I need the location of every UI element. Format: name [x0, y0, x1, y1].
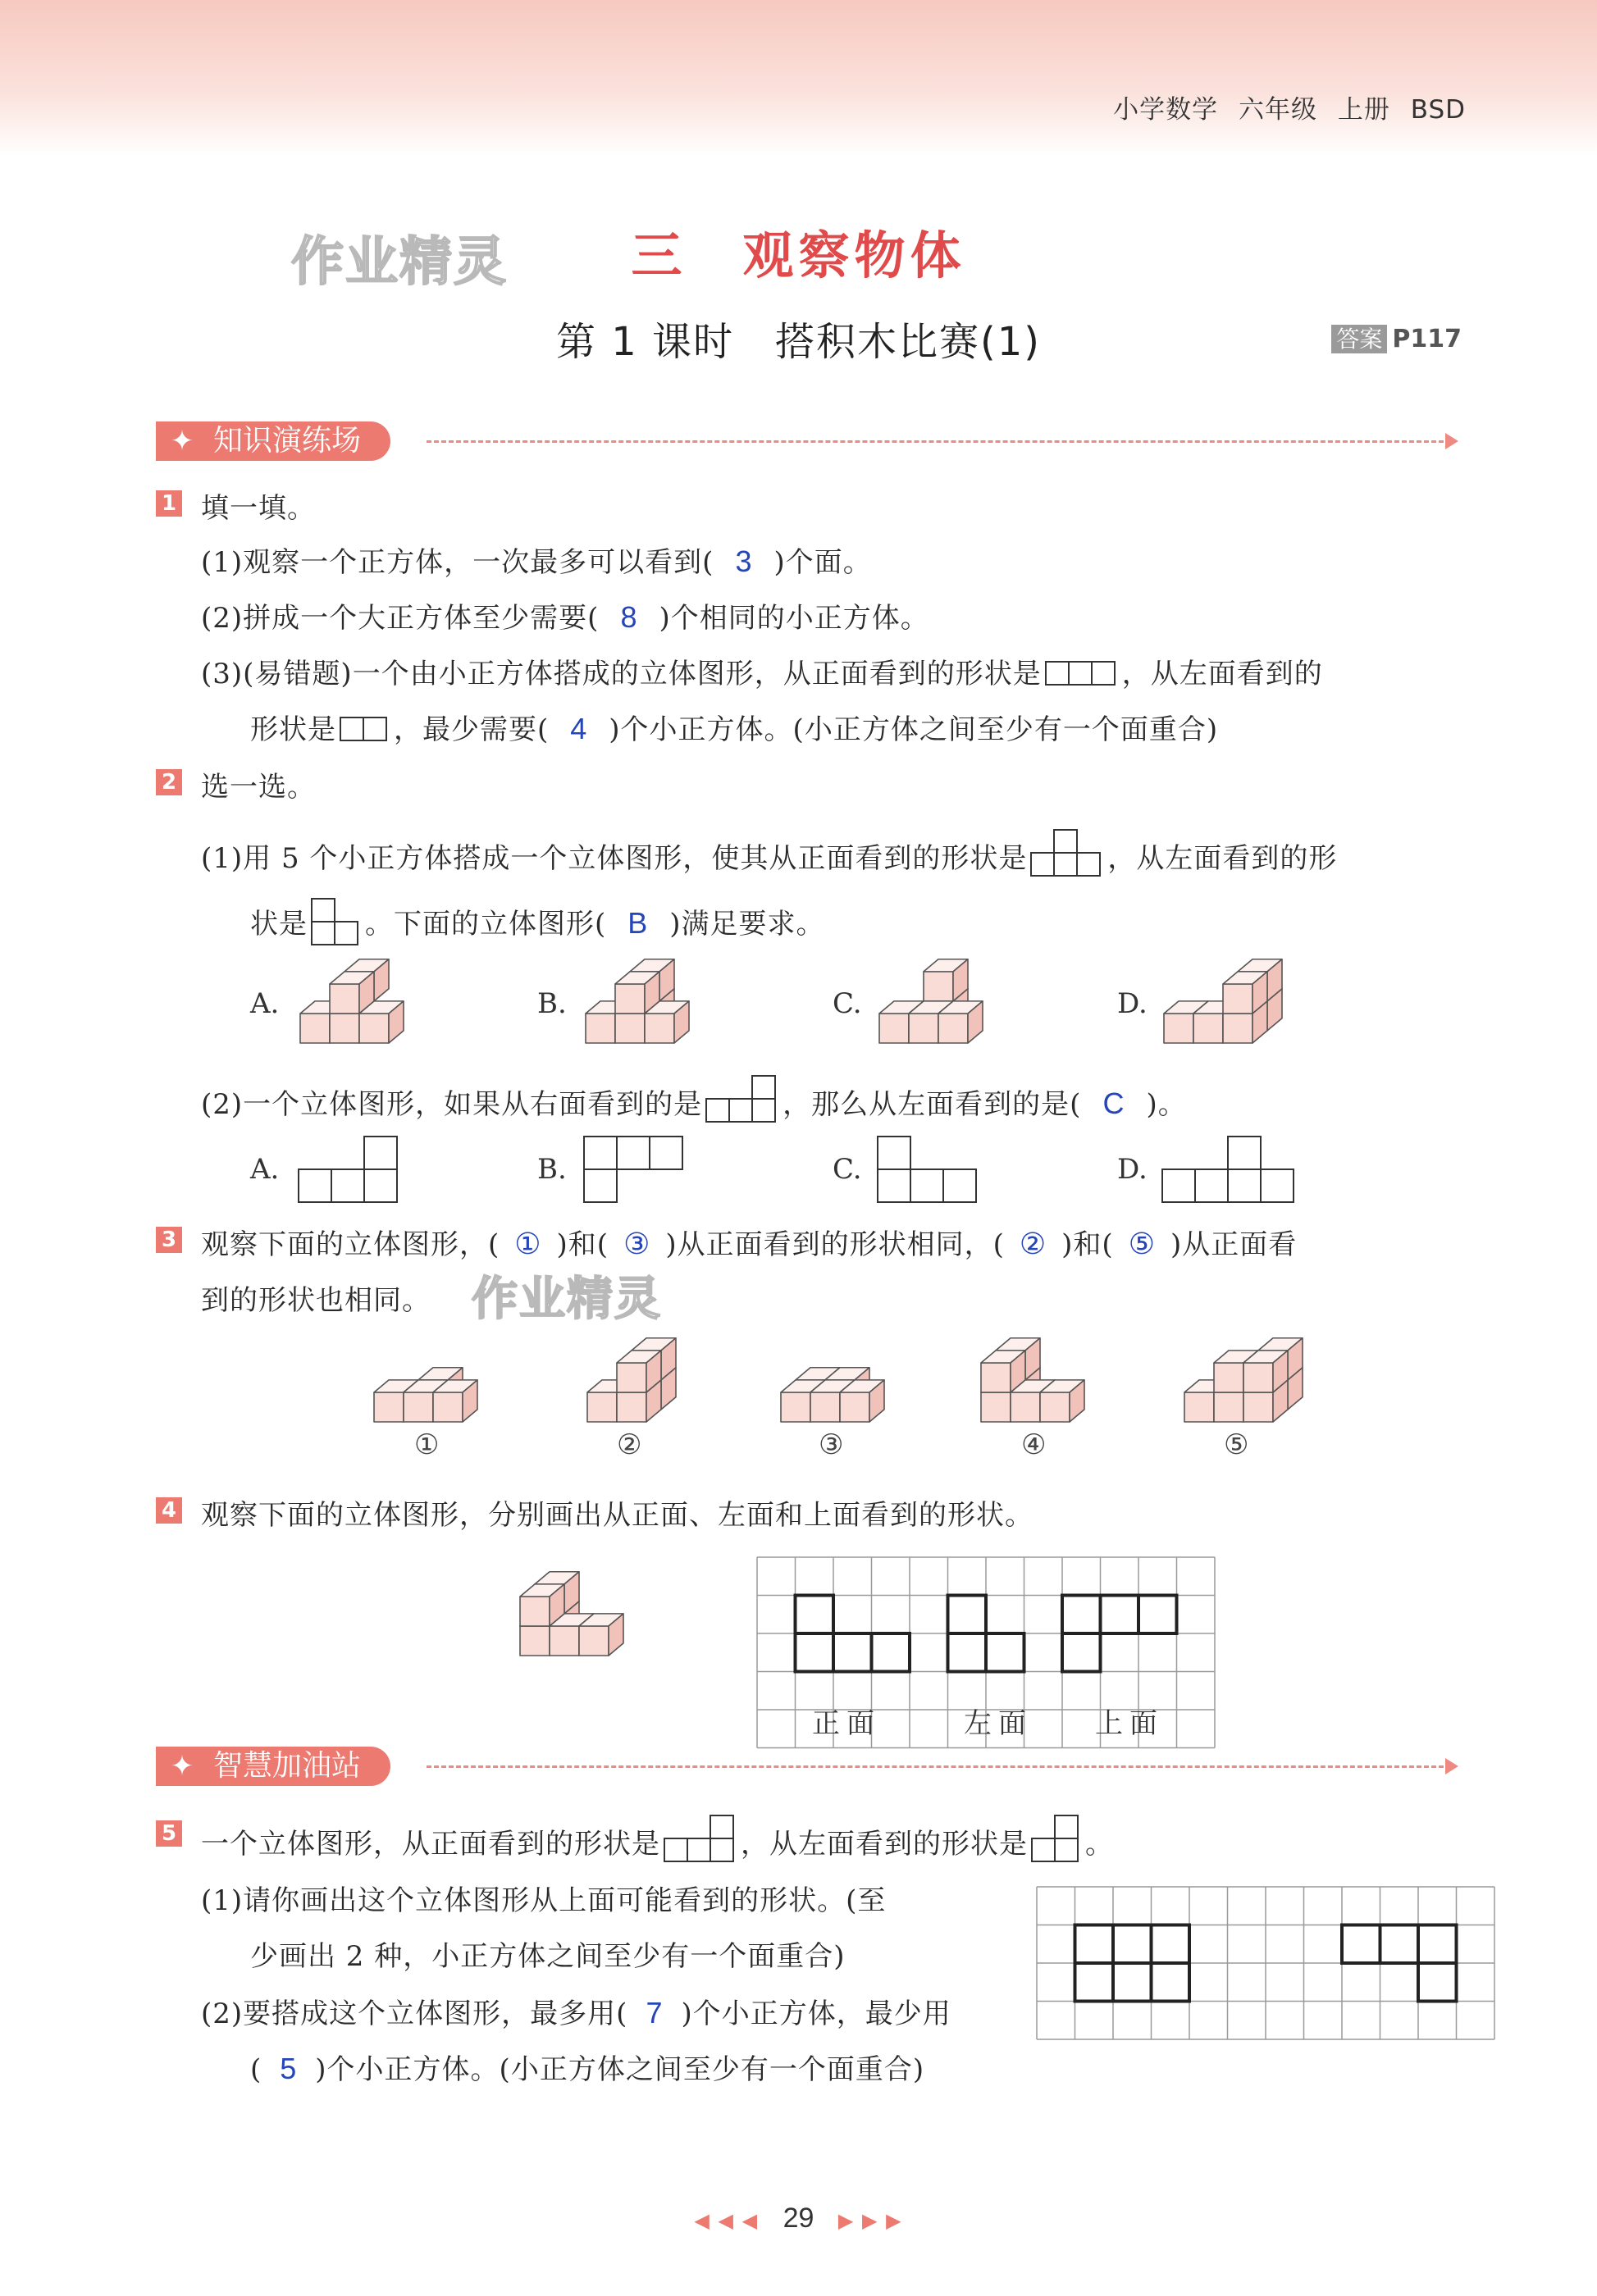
q3-line1: 观察下面的立体图形，( ① )和( ③ )从正面看到的形状相同，( ② )和( ⑤ )从正面看: [201, 1227, 1298, 1261]
watermark: 作业精灵: [472, 1273, 662, 1326]
arrow-right-icon: [1445, 1758, 1458, 1774]
front-view-shape-icon: [664, 1814, 737, 1865]
q2-stem: 选一选。: [201, 771, 316, 804]
star-icon: ✦: [170, 425, 194, 458]
q3-figure-label-3: ③: [819, 1428, 844, 1461]
q5-answer-max: 7: [646, 1996, 664, 2029]
q5-part1-line2: 少画出 2 种，小正方体之间至少有一个面重合): [250, 1940, 846, 1973]
solid-option-a: [297, 958, 412, 1048]
right-view-shape-icon: [705, 1074, 779, 1125]
q1-part2-answer: 8: [620, 600, 638, 634]
q4-grid-label-front: 正面: [812, 1707, 881, 1740]
question-number-3: 3: [156, 1227, 182, 1253]
front-view-shape-icon: [1030, 828, 1104, 879]
next-arrows-icon: ▶ ▶ ▶: [837, 2210, 903, 2232]
unit-title: 三 观察物体: [631, 226, 966, 285]
subject-label: 小学数学: [1113, 95, 1219, 125]
arrow-right-icon: [1445, 433, 1458, 449]
q2-part2: (2)一个立体图形，如果从右面看到的是 ，那么从左面看到的是( C )。: [201, 1074, 1187, 1125]
header-band: [0, 0, 1597, 156]
q3-figure-label-4: ④: [1021, 1428, 1047, 1461]
view-option-d: [1161, 1135, 1295, 1204]
view-option-a: [297, 1135, 399, 1204]
section-divider-2: [427, 1765, 1444, 1768]
page-number: [0, 2203, 1597, 2234]
q3-answer-2: ③: [623, 1227, 651, 1260]
q5-part2-line2: ( 5 )个小正方体。(小正方体之间至少有一个面重合): [250, 2052, 925, 2086]
left-view-shape-icon: [340, 716, 390, 742]
q3-line2: 到的形状也相同。: [201, 1284, 431, 1317]
q2-option2-a-label: A.: [250, 1153, 280, 1186]
q5-stem: 一个立体图形，从正面看到的形状是 ，从左面看到的形状是 。: [201, 1814, 1114, 1865]
q2-option2-d-label: D.: [1117, 1153, 1148, 1186]
q1-part1-answer: 3: [735, 544, 753, 578]
solid-figure-3: [778, 1337, 892, 1427]
left-view-shape-icon: [1031, 1814, 1082, 1865]
q5-part2-line1: (2)要搭成这个立体图形，最多用( 7 )个小正方体，最少用: [201, 1996, 951, 2030]
q2-part1-line1: (1)用 5 个小正方体搭成一个立体图形，使其从正面看到的形状是 ，从左面看到的形: [201, 828, 1337, 879]
left-view-shape-icon: [311, 897, 362, 948]
q1-part1: (1)观察一个正方体，一次最多可以看到( 3 )个面。: [201, 544, 872, 579]
section-badge-2: [156, 1747, 390, 1786]
edition-label: BSD: [1410, 95, 1466, 125]
view-option-c: [876, 1135, 978, 1204]
star-icon: ✦: [170, 1750, 194, 1783]
solid-figure-4: [978, 1323, 1093, 1427]
q5-part1-line1: (1)请你画出这个立体图形从上面可能看到的形状。(至: [201, 1884, 887, 1917]
q2-option-d-label: D.: [1117, 987, 1148, 1020]
q3-answer-1: ①: [514, 1227, 542, 1260]
q1-part3-line2: 形状是 ，最少需要( 4 )个小正方体。(小正方体之间至少有一个面重合): [250, 712, 1219, 746]
q2-part1-line2: 状是 。下面的立体图形( B )满足要求。: [250, 897, 825, 948]
question-number-1: 1: [156, 490, 182, 517]
q3-figure-label-2: ②: [617, 1428, 642, 1461]
q3-answer-4: ⑤: [1128, 1227, 1156, 1260]
answer-tag: 答案: [1331, 325, 1387, 353]
q2-option2-b-label: B.: [537, 1153, 567, 1186]
section-divider-1: [427, 440, 1444, 443]
section-label-2: 智慧加油站: [213, 1749, 362, 1783]
q1-part3-line1: (3)(易错题)一个由小正方体搭成的立体图形，从正面看到的形状是 ，从左面看到的: [201, 658, 1323, 690]
page-number-label: 29: [783, 2203, 814, 2234]
question-number-4: 4: [156, 1497, 182, 1524]
q4-drawing-grid: [756, 1556, 1216, 1694]
q1-part2: (2)拼成一个大正方体至少需要( 8 )个相同的小正方体。: [201, 600, 929, 635]
q3-answer-3: ②: [1019, 1227, 1047, 1260]
solid-option-b: [582, 958, 705, 1048]
q4-grid-label-top: 上面: [1095, 1707, 1164, 1740]
front-view-shape-icon: [1045, 660, 1119, 686]
section-badge-1: [156, 421, 390, 461]
solid-figure-2: [584, 1337, 699, 1427]
question-number-5: 5: [156, 1820, 182, 1847]
question-number-2: 2: [156, 769, 182, 795]
q2-option-c-label: C.: [833, 987, 862, 1020]
q4-stem: 观察下面的立体图形，分别画出从正面、左面和上面看到的形状。: [201, 1499, 1033, 1532]
solid-option-c: [876, 958, 991, 1048]
volume-label: 上册: [1337, 95, 1390, 125]
prev-arrows-icon: ◀ ◀ ◀: [694, 2210, 760, 2232]
subject-line: [1113, 89, 1466, 125]
answer-reference: [1331, 321, 1462, 354]
q4-grid-label-left: 左面: [964, 1707, 1033, 1740]
q4-solid-figure: [517, 1562, 648, 1660]
q2-part1-answer: B: [627, 906, 649, 940]
q2-option2-c-label: C.: [833, 1153, 862, 1186]
grade-label: 六年级: [1239, 95, 1317, 125]
solid-figure-5: [1181, 1323, 1296, 1427]
section-label-1: 知识演练场: [213, 424, 362, 458]
q3-figure-label-5: ⑤: [1224, 1428, 1249, 1461]
solid-option-d: [1161, 958, 1284, 1048]
q5-drawing-grid: [1036, 1886, 1495, 2024]
q2-option-a-label: A.: [250, 987, 280, 1020]
watermark: 作业精灵: [291, 232, 508, 293]
solid-figure-1: [371, 1337, 502, 1427]
q3-figure-label-1: ①: [414, 1428, 440, 1461]
q1-part3-answer: 4: [570, 712, 588, 745]
lesson-title: 第 1 课时 搭积木比赛(1): [555, 319, 1042, 365]
q2-option-b-label: B.: [537, 987, 567, 1020]
answer-page: P117: [1392, 325, 1462, 353]
q1-stem: 填一填。: [201, 492, 316, 525]
q2-part2-answer: C: [1102, 1086, 1125, 1120]
q5-answer-min: 5: [280, 2052, 298, 2085]
view-option-b: [582, 1135, 684, 1204]
